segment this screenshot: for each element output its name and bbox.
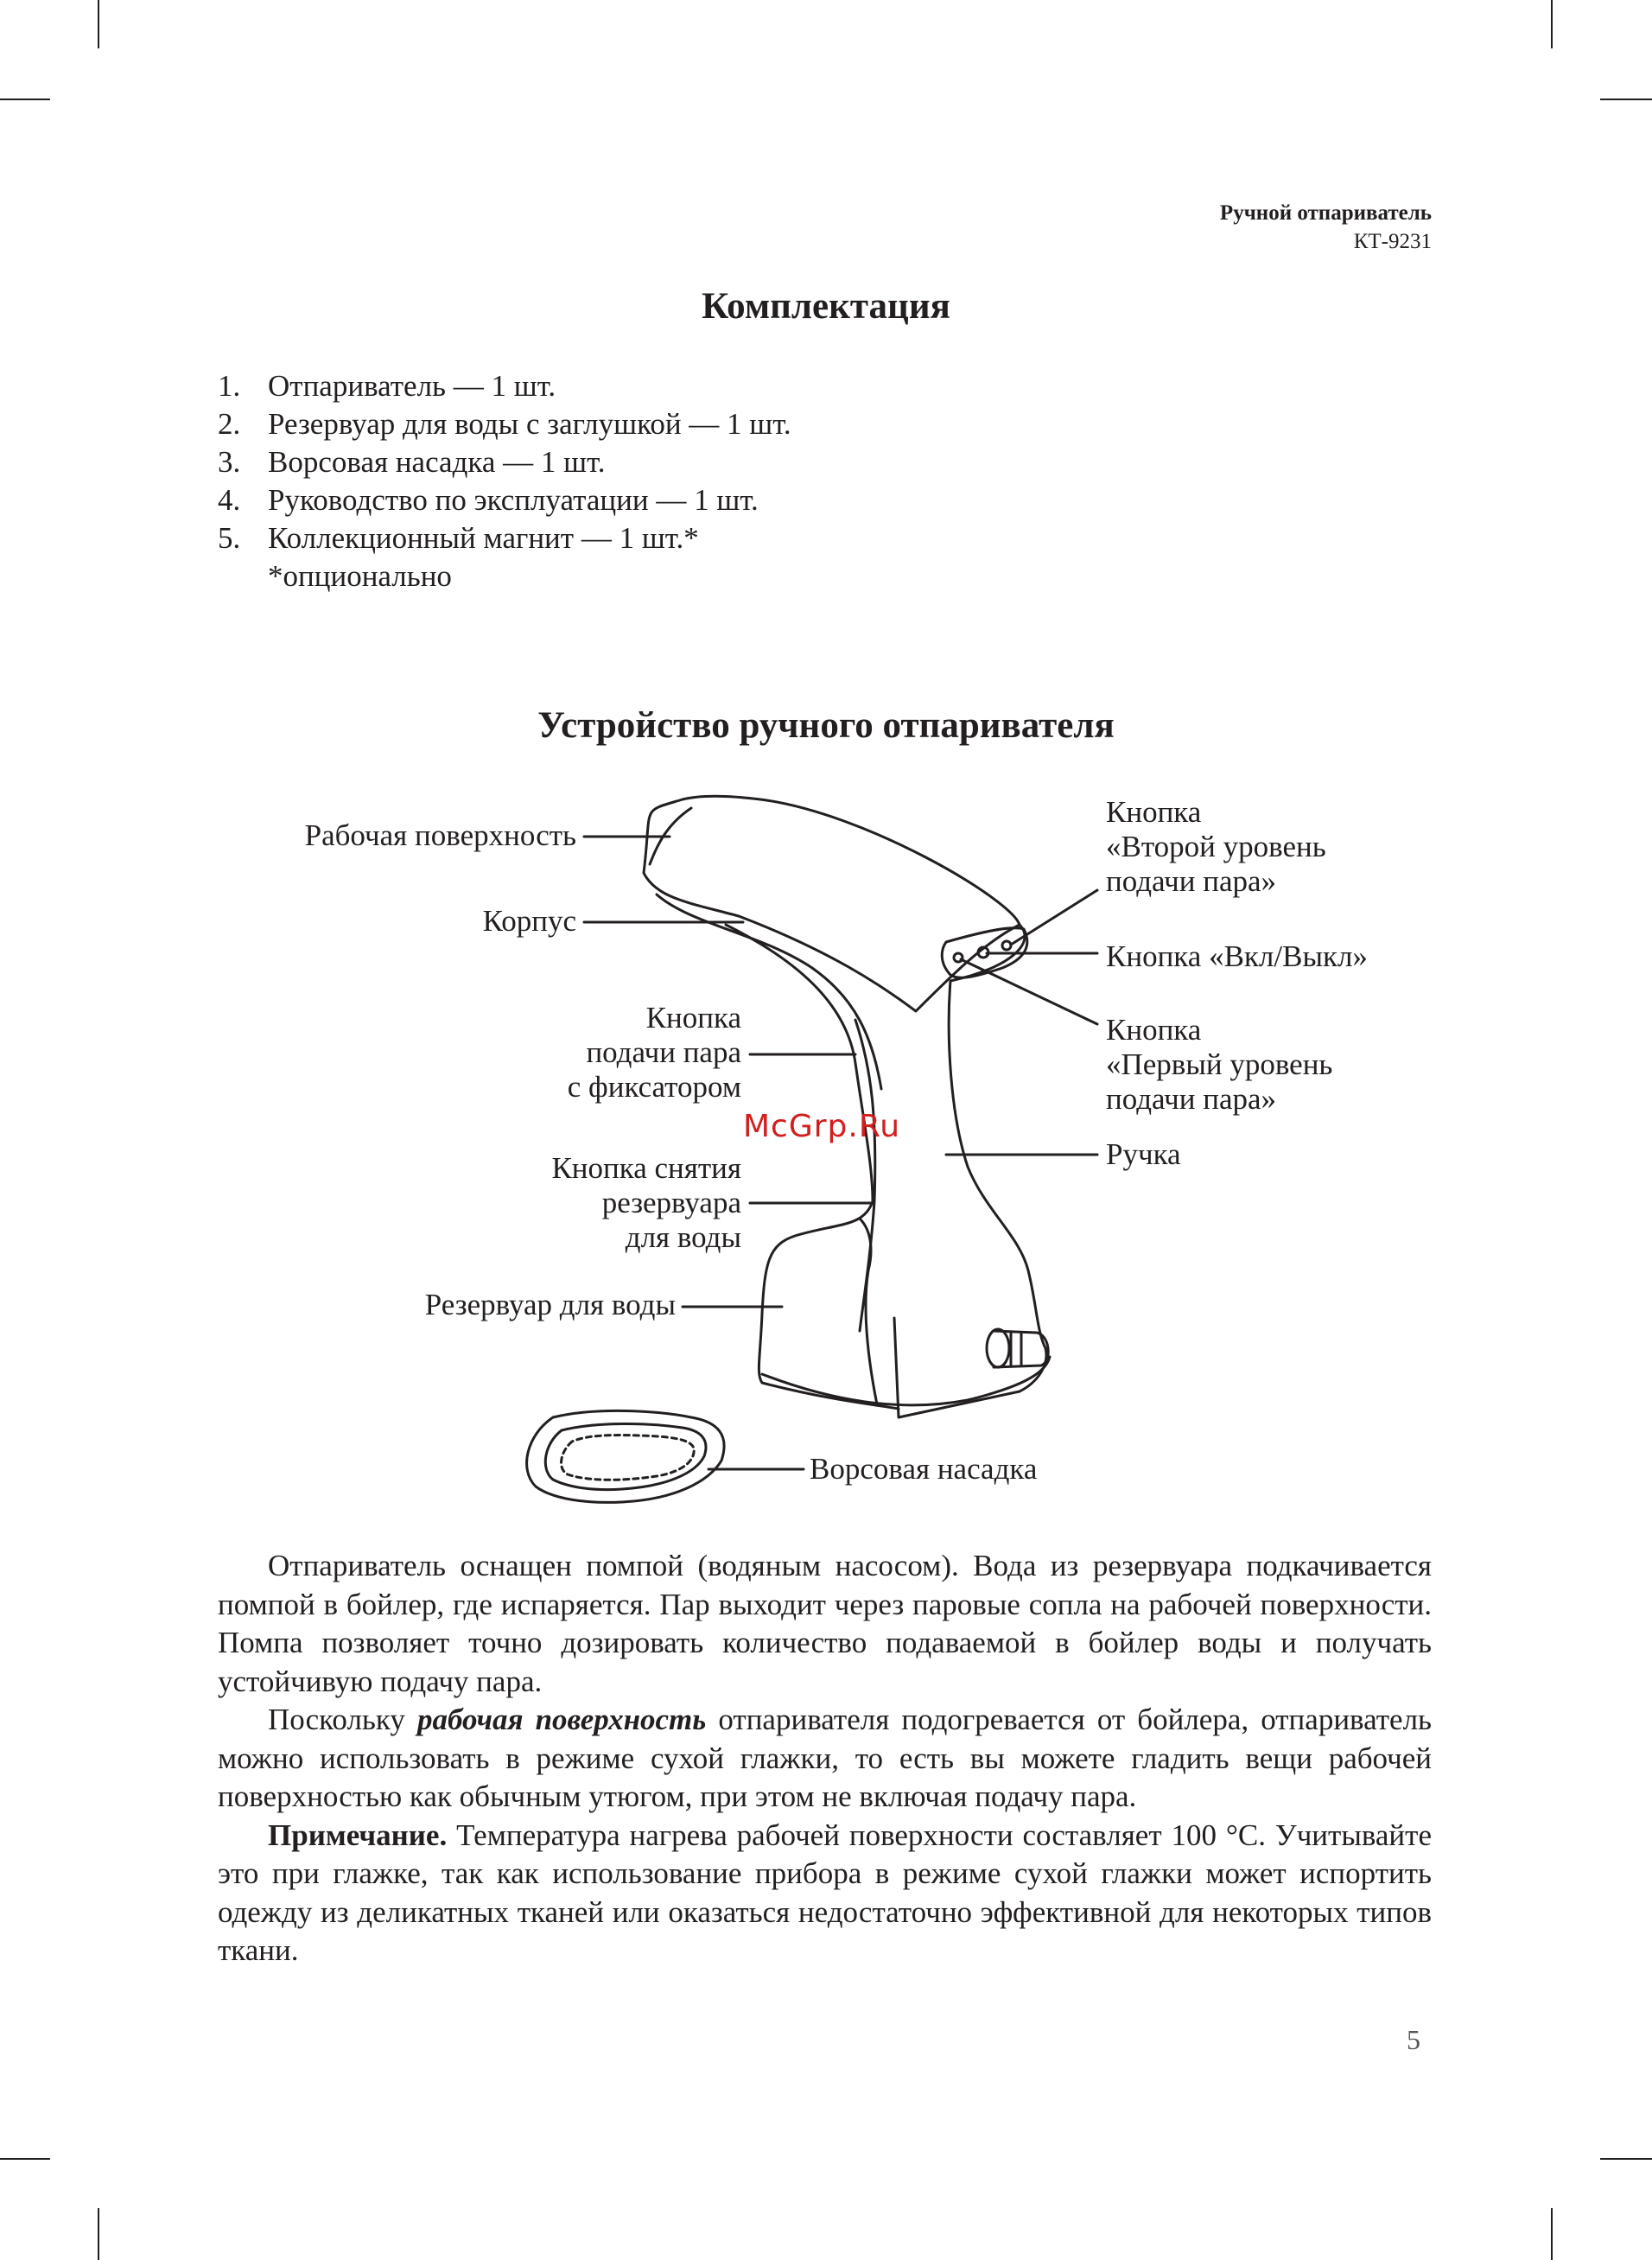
label-body: Корпус [482,904,576,938]
note-paragraph: Примечание. Температура нагрева рабочей поверхности составляет 100 °С. Учитывайте это при глажке, так как использование прибора в режиме сухой глажки может испортить одежду из деликатных тканей или оказаться недостаточно эффективной для некоторых типов ткани. [218,1818,1432,1967]
list-item: 3. Ворсовая насадка — 1 шт. [218,445,606,479]
label-tank-release: Кнопка снятия резервуара для воды [551,1151,741,1254]
paragraph: Отпариватель оснащен помпой (водяным насосом). Вода из резервуара подкачивается помпой в бойлер, где испаряется. Пар выходит через паровые сопла на рабочей поверхности. Помпа позволяет точно дозировать количество подаваемой в бойлер воды и получать устойчивую подачу пара. [218,1549,1432,1698]
product-name: Ручной отпариватель [1219,201,1432,225]
page-number: 5 [1407,2024,1420,2055]
list-item: 4. Руководство по эксплуатации — 1 шт. [218,483,759,517]
section-title-device: Устройство ручного отпаривателя [537,705,1115,746]
footnote: *опционально [268,559,452,593]
label-handle: Ручка [1106,1137,1181,1171]
label-tank: Резервуар для воды [424,1288,676,1321]
description-text [218,1547,1432,1970]
watermark: McGrp.Ru [743,1109,901,1144]
steamer-neck [726,925,873,1201]
label-brush: Ворсовая насадка [810,1452,1038,1486]
list-item: 2. Резервуар для воды с заглушкой — 1 шт. [218,407,791,441]
label-power: Кнопка «Вкл/Выкл» [1106,939,1368,973]
list-item: 5. Коллекционный магнит — 1 шт.* [218,521,699,555]
paragraph: Поскольку рабочая поверхность отпаривателя подогревается от бойлера, отпариватель можно использовать в режиме сухой глажки, то есть вы можете гладить вещи рабочей поверхностью как обычным утюгом, при этом не включая подачу пара. [218,1703,1433,1813]
label-work-surface: Рабочая поверхность [304,818,576,852]
section-title-kit: Комплектация [702,286,950,327]
water-tank [759,1201,899,1409]
list-item: 1. Отпариватель — 1 шт. [218,369,556,403]
label-first-level: Кнопка «Первый уровень подачи пара» [1106,1013,1333,1116]
model-number: КТ-9231 [1353,230,1432,253]
label-steam-button: Кнопка подачи пара с фиксатором [567,1001,741,1104]
steamer-handle [894,925,1046,1417]
label-second-level: Кнопка «Второй уровень подачи пара» [1106,795,1326,898]
